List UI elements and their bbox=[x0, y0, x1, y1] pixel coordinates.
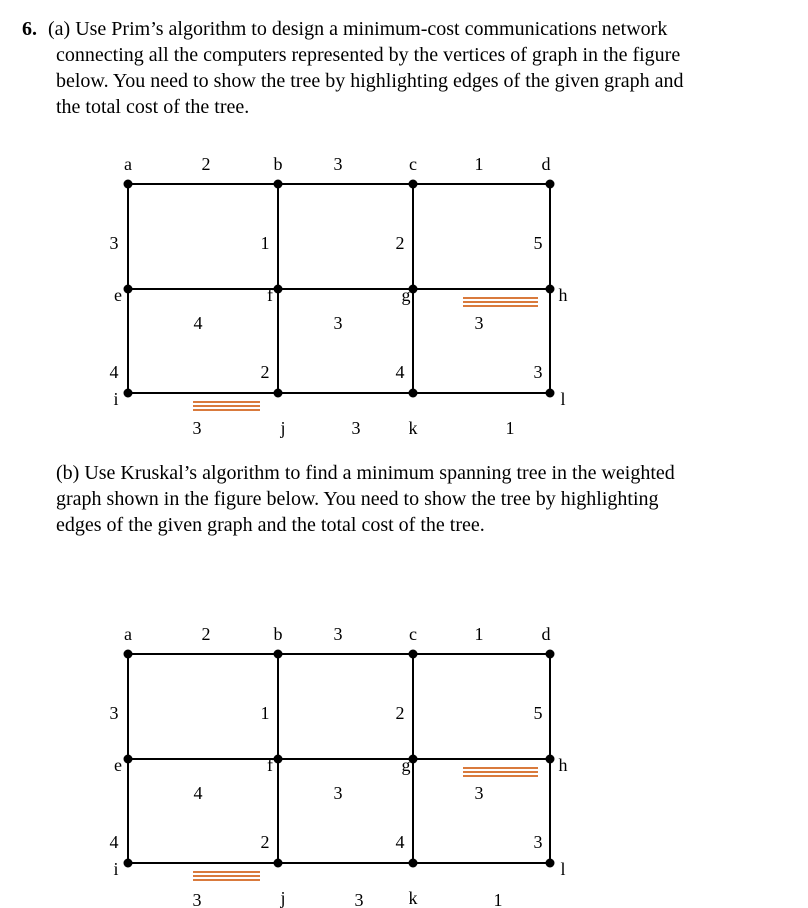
edge-weight-f-j: 2 bbox=[260, 832, 270, 852]
edge-weight-b-f: 1 bbox=[260, 233, 270, 253]
vertex-k-dot bbox=[409, 389, 418, 398]
edge-weight-c-g: 2 bbox=[395, 233, 405, 253]
edge-weight-k-l: 1 bbox=[505, 418, 515, 438]
part-a-text-line: below. You need to show the tree by highlighting edges of the given graph and bbox=[56, 70, 684, 92]
vertex-d-dot bbox=[546, 650, 555, 659]
edge-weight-j-k: 3 bbox=[354, 890, 364, 908]
edge-weight-h-l: 3 bbox=[533, 832, 543, 852]
vertex-label-k: k bbox=[408, 888, 418, 908]
vertex-label-a: a bbox=[124, 624, 132, 644]
vertex-label-k: k bbox=[408, 418, 418, 438]
vertex-label-h: h bbox=[558, 285, 568, 305]
vertex-label-d: d bbox=[541, 154, 551, 174]
edge-weight-i-j: 3 bbox=[192, 418, 202, 438]
edge-weight-a-b: 2 bbox=[201, 154, 211, 174]
part-a-text-line: (a) Use Prim’s algorithm to design a minimum-cost communications network bbox=[48, 18, 668, 40]
edge-weight-c-d: 1 bbox=[474, 154, 484, 174]
graph-figure-a bbox=[0, 140, 808, 440]
edge-weight-f-g: 3 bbox=[333, 313, 343, 333]
edge-weight-e-f: 4 bbox=[193, 313, 203, 333]
vertex-label-e: e bbox=[114, 285, 122, 305]
edge-weight-f-g: 3 bbox=[333, 783, 343, 803]
vertex-h-dot bbox=[546, 285, 555, 294]
vertex-h-dot bbox=[546, 755, 555, 764]
edge-weight-e-f: 4 bbox=[193, 783, 203, 803]
vertex-label-b: b bbox=[273, 624, 283, 644]
edge-weight-f-j: 2 bbox=[260, 362, 270, 382]
vertex-label-l: l bbox=[560, 859, 566, 879]
vertex-d-dot bbox=[546, 180, 555, 189]
vertex-label-h: h bbox=[558, 755, 568, 775]
vertex-k-dot bbox=[409, 859, 418, 868]
edge-weight-e-i: 4 bbox=[109, 362, 119, 382]
edge-weight-g-k: 4 bbox=[395, 362, 405, 382]
edge-weight-b-c: 3 bbox=[333, 154, 343, 174]
edge-weight-i-j: 3 bbox=[192, 890, 202, 908]
vertex-a-dot bbox=[124, 650, 133, 659]
vertex-e-dot bbox=[124, 285, 133, 294]
vertex-j-dot bbox=[274, 389, 283, 398]
vertex-label-j: j bbox=[280, 418, 286, 438]
vertex-label-d: d bbox=[541, 624, 551, 644]
vertex-label-j: j bbox=[280, 888, 286, 908]
edge-weight-c-d: 1 bbox=[474, 624, 484, 644]
edge-weight-c-g: 2 bbox=[395, 703, 405, 723]
question-number: 6. bbox=[22, 18, 37, 40]
edge-weight-a-e: 3 bbox=[109, 233, 119, 253]
vertex-f-dot bbox=[274, 285, 283, 294]
edge-weight-j-k: 3 bbox=[351, 418, 361, 438]
vertex-l-dot bbox=[546, 389, 555, 398]
part-b-text-line: edges of the given graph and the total cost of the tree. bbox=[56, 514, 485, 536]
edge-weight-d-h: 5 bbox=[533, 703, 543, 723]
vertex-label-g: g bbox=[401, 285, 411, 305]
vertex-label-c: c bbox=[409, 154, 417, 174]
vertex-a-dot bbox=[124, 180, 133, 189]
vertex-label-f: f bbox=[267, 755, 273, 775]
vertex-label-i: i bbox=[113, 389, 119, 409]
graph-figure-b bbox=[0, 610, 808, 908]
edge-weight-k-l: 1 bbox=[493, 890, 503, 908]
vertex-label-e: e bbox=[114, 755, 122, 775]
edge-weight-e-i: 4 bbox=[109, 832, 119, 852]
vertex-c-dot bbox=[409, 650, 418, 659]
vertex-label-g: g bbox=[401, 755, 411, 775]
edge-weight-a-b: 2 bbox=[201, 624, 211, 644]
question-6-part-a-line-1 bbox=[22, 17, 667, 41]
edge-weight-a-e: 3 bbox=[109, 703, 119, 723]
vertex-l-dot bbox=[546, 859, 555, 868]
edge-weight-g-h: 3 bbox=[474, 313, 484, 333]
vertex-label-b: b bbox=[273, 154, 283, 174]
edge-weight-g-h: 3 bbox=[474, 783, 484, 803]
vertex-b-dot bbox=[274, 650, 283, 659]
edge-weight-b-f: 1 bbox=[260, 703, 270, 723]
vertex-j-dot bbox=[274, 859, 283, 868]
vertex-label-a: a bbox=[124, 154, 132, 174]
vertex-i-dot bbox=[124, 859, 133, 868]
part-b-text-line: graph shown in the figure below. You need to show the tree by highlighting bbox=[56, 488, 659, 510]
edge-weight-d-h: 5 bbox=[533, 233, 543, 253]
part-b-text-line: (b) Use Kruskal’s algorithm to find a minimum spanning tree in the weighted bbox=[56, 462, 675, 484]
vertex-c-dot bbox=[409, 180, 418, 189]
vertex-f-dot bbox=[274, 755, 283, 764]
vertex-i-dot bbox=[124, 389, 133, 398]
edge-weight-h-l: 3 bbox=[533, 362, 543, 382]
vertex-label-c: c bbox=[409, 624, 417, 644]
part-a-text-line: the total cost of the tree. bbox=[56, 96, 250, 118]
vertex-b-dot bbox=[274, 180, 283, 189]
vertex-label-i: i bbox=[113, 859, 119, 879]
vertex-e-dot bbox=[124, 755, 133, 764]
vertex-label-l: l bbox=[560, 389, 566, 409]
vertex-label-f: f bbox=[267, 285, 273, 305]
edge-weight-g-k: 4 bbox=[395, 832, 405, 852]
part-a-text-line: connecting all the computers represented by the vertices of graph in the figure bbox=[56, 44, 681, 66]
edge-weight-b-c: 3 bbox=[333, 624, 343, 644]
